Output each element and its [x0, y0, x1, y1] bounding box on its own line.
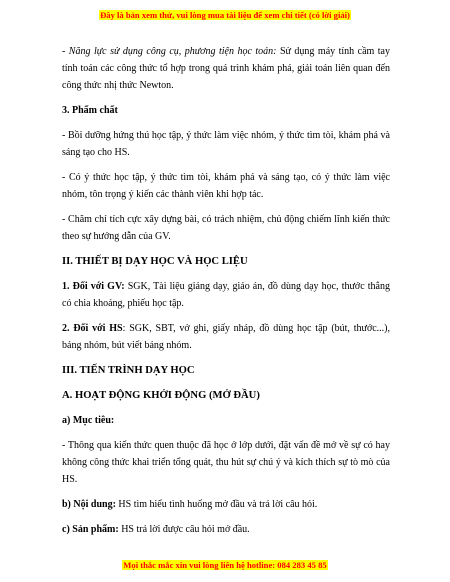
paragraph-math-tools	[62, 43, 390, 94]
gv-text: SGK, Tài liệu giảng dạy, giáo án, đồ dùng dạy học, thước thẳng có chia khoảng, phiếu học tập.	[62, 281, 390, 309]
noi-dung-label: b) Nội dung:	[62, 499, 116, 510]
heading-thiet-bi: II. THIẾT BỊ DẠY HỌC VÀ HỌC LIỆU	[62, 256, 248, 267]
paragraph-doi-voi-gv	[62, 278, 390, 312]
hs-text: : SGK, SBT, vở ghi, giấy nháp, đồ dùng học tập (bút, thước...), bảng nhóm, bút viết bảng nhóm.	[62, 323, 391, 351]
paragraph-doi-voi-hs	[62, 320, 390, 354]
heading-pham-chat: 3. Phẩm chất	[62, 105, 118, 116]
heading-tien-trinh: III. TIẾN TRÌNH DẠY HỌC	[62, 365, 195, 376]
san-pham-text: HS trả lời được câu hỏi mở đầu.	[118, 524, 250, 535]
gv-label: 1. Đối với GV:	[62, 281, 125, 292]
document-body	[62, 43, 390, 546]
paragraph-san-pham	[62, 521, 390, 538]
muc-tieu-text: - Thông qua kiến thức quen thuộc đã học ở lớp dưới, đặt vấn đề mở về sự có hay không công thức khai triển tổng quát, thu hút sự chú ý và kích thích sự tò mò của HS.	[62, 440, 390, 485]
pham-chat-item-1: - Bồi dưỡng hứng thú học tập, ý thức làm việc nhóm, ý thức tìm tòi, khám phá và sáng tạo cho HS.	[62, 130, 390, 158]
san-pham-label: c) Sản phẩm:	[62, 524, 119, 535]
pham-chat-item-3: - Chăm chỉ tích cực xây dựng bài, có trách nhiệm, chủ động chiếm lĩnh kiến thức theo sự hướng dẫn của GV.	[62, 214, 390, 242]
hotline-banner	[0, 560, 450, 571]
heading-khoi-dong: A. HOẠT ĐỘNG KHỞI ĐỘNG (MỞ ĐẦU)	[62, 390, 260, 401]
preview-notice-banner	[0, 10, 450, 21]
pham-chat-item-2: - Có ý thức học tập, ý thức tìm tòi, khám phá và sáng tạo, có ý thức làm việc nhóm, tôn trọng ý kiến các thành viên khi hợp tác.	[62, 172, 390, 200]
hotline-text: Mọi thắc mắc xin vui lòng liên hệ hotline: 084 283 45 85	[123, 560, 327, 570]
noi-dung-text: HS tìm hiểu tình huống mở đầu và trả lời câu hỏi.	[115, 499, 318, 510]
preview-notice-text: Đây là bản xem thử, vui lòng mua tài liệu để xem chi tiết (có lời giải)	[100, 10, 350, 20]
paragraph-noi-dung	[62, 496, 390, 513]
hs-label: 2. Đối với HS	[62, 323, 123, 334]
math-tools-text: Sử dụng máy tính cầm tay tính toán các công thức tổ hợp trong quá trình khám phá, giải toán liên quan đến công thức nhị thức Newton.	[62, 46, 390, 91]
heading-muc-tieu: a) Mục tiêu:	[62, 415, 115, 426]
math-tools-lead: - Năng lực sử dụng công cụ, phương tiện học toán:	[62, 46, 277, 57]
